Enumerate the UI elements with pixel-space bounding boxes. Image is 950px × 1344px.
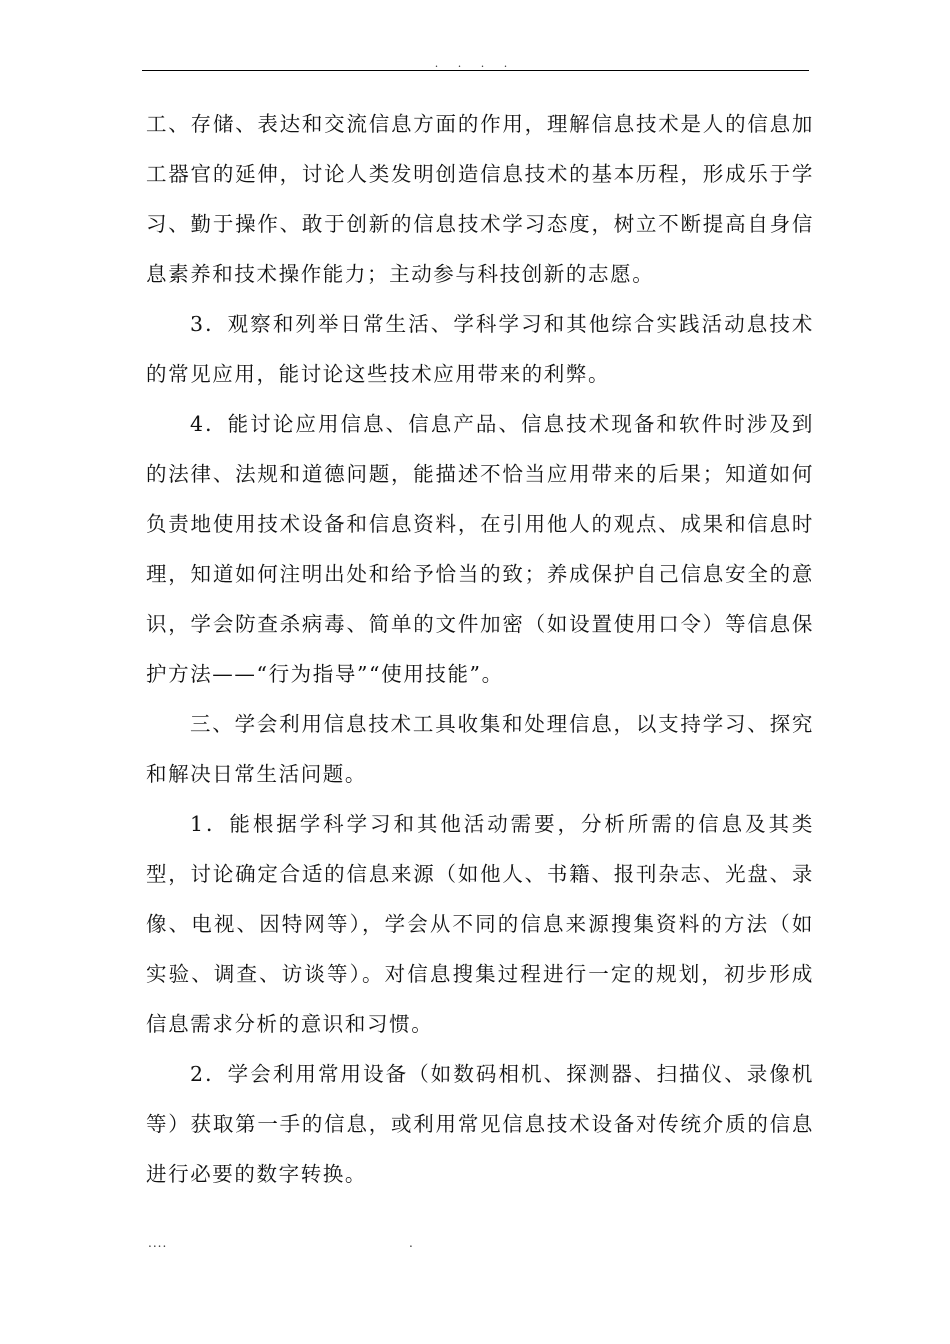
page-footer-left: ....: [148, 1236, 168, 1250]
paragraph: 工、存储、表达和交流信息方面的作用，理解信息技术是人的信息加工器官的延伸，讨论人类发明创造信息技术的基本历程，形成乐于学习、勤于操作、敢于创新的信息技术学习态度，树立不断提高自身信息素养和技术操作能力；主动参与科技创新的志愿。: [146, 112, 814, 286]
paragraph: 1．能根据学科学习和其他活动需要，分析所需的信息及其类型，讨论确定合适的信息来源（如他人、书籍、报刊杂志、光盘、录像、电视、因特网等），学会从不同的信息来源搜集资料的方法（如实验、调查、访谈等）。对信息搜集过程进行一定的规划，初步形成信息需求分析的意识和习惯。: [146, 812, 814, 1036]
paragraph: 3．观察和列举日常生活、学科学习和其他综合实践活动息技术的常见应用，能讨论这些技术应用带来的利弊。: [146, 312, 814, 386]
page-header-marks: . . . .: [434, 57, 516, 70]
header-rule: [142, 70, 809, 71]
paragraph: 三、学会利用信息技术工具收集和处理信息，以支持学习、探究和解决日常生活问题。: [146, 712, 814, 786]
paragraph: 2．学会利用常用设备（如数码相机、探测器、扫描仪、录像机等）获取第一手的信息，或利用常见信息技术设备对传统介质的信息进行必要的数字转换。: [146, 1062, 814, 1186]
paragraph: 4．能讨论应用信息、信息产品、信息技术现备和软件时涉及到的法律、法规和道德问题，能描述不恰当应用带来的后果；知道如何负责地使用技术设备和信息资料，在引用他人的观点、成果和信息时理，知道如何注明出处和给予恰当的致；养成保护自己信息安全的意识，学会防查杀病毒、简单的文件加密（如设置使用口令）等信息保护方法——“行为指导”“使用技能”。: [146, 412, 814, 686]
document-body: [146, 99, 814, 1199]
page-footer-right: .: [409, 1236, 413, 1250]
